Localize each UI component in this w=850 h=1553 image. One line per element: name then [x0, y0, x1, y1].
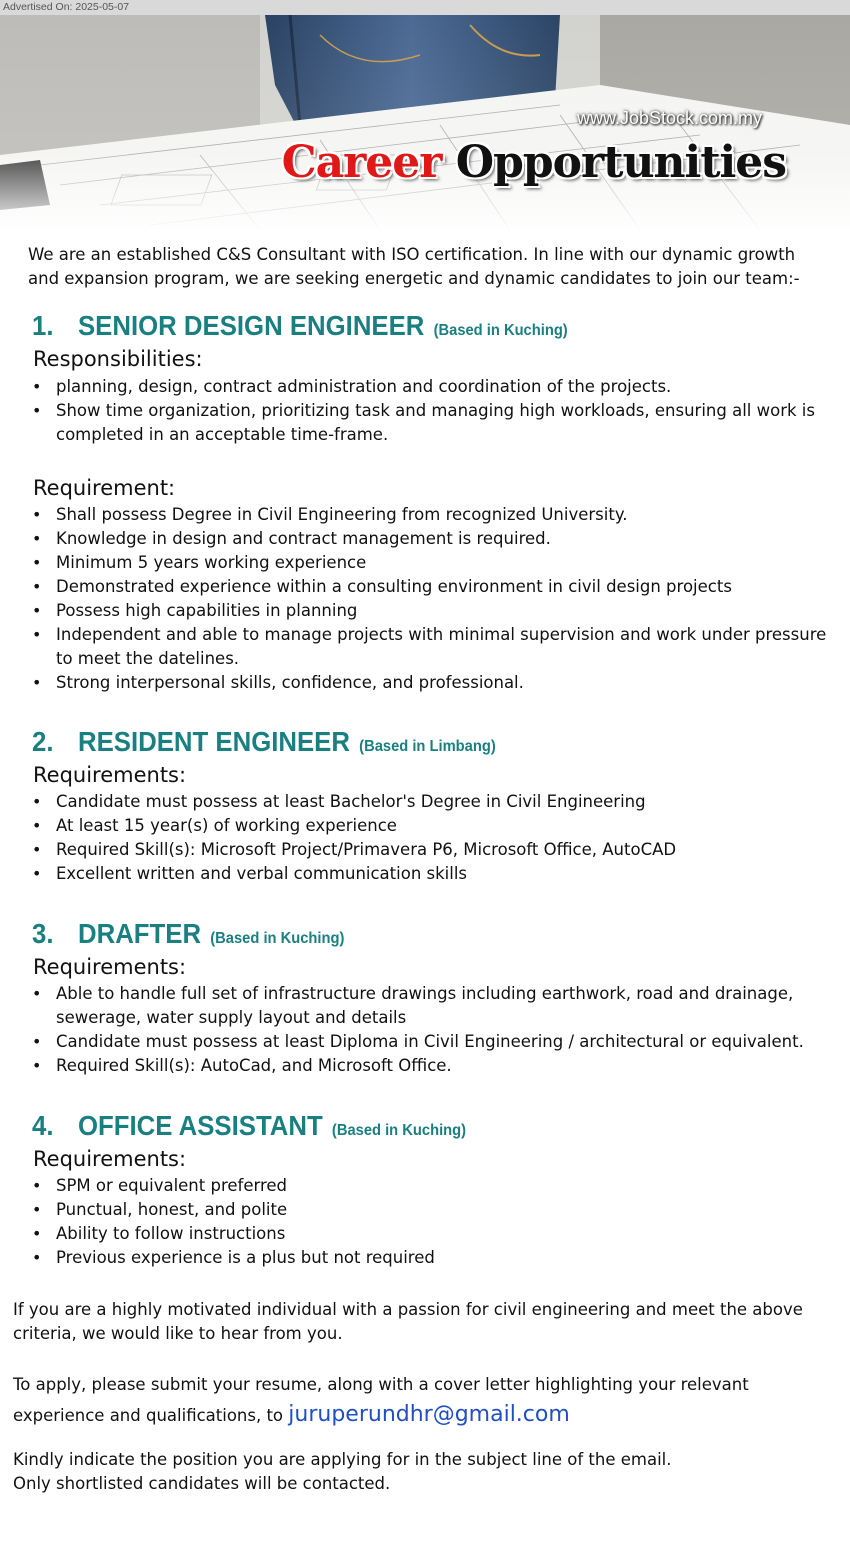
- list-item: • Minimum 5 years working experience: [28, 551, 838, 575]
- requirements-list: [28, 982, 838, 1078]
- subject-note: Kindly indicate the position you are applying for in the subject line of the email.: [13, 1450, 672, 1469]
- requirements-list: [28, 790, 838, 886]
- section-heading: Requirements:: [33, 763, 187, 787]
- job-number: 3.: [32, 918, 54, 949]
- job-title-2: [32, 726, 496, 758]
- job-title-text: RESIDENT ENGINEER: [78, 726, 350, 757]
- job-location: (Based in Kuching): [331, 1122, 467, 1139]
- list-item: • Previous experience is a plus but not required: [28, 1246, 838, 1270]
- list-item: • Demonstrated experience within a consulting environment in civil design projects: [28, 575, 838, 599]
- list-item: • Independent and able to manage projects with minimal supervision and work under pressure to meet the datelines.: [28, 623, 838, 671]
- list-item: • Possess high capabilities in planning: [28, 599, 838, 623]
- banner-title: [282, 137, 786, 188]
- requirements-list: [28, 503, 838, 695]
- list-item: • At least 15 year(s) of working experience: [28, 814, 838, 838]
- job-title-text: OFFICE ASSISTANT: [78, 1110, 323, 1141]
- list-item: • Strong interpersonal skills, confidence, and professional.: [28, 671, 838, 695]
- header-banner: [0, 15, 850, 230]
- list-item: • Required Skill(s): Microsoft Project/Primavera P6, Microsoft Office, AutoCAD: [28, 838, 838, 862]
- job-location: (Based in Kuching): [433, 322, 568, 339]
- list-item: • Knowledge in design and contract management is required.: [28, 527, 838, 551]
- job-title-1: [32, 310, 568, 342]
- section-heading: Responsibilities:: [33, 347, 203, 371]
- section-heading: Requirement:: [33, 476, 176, 500]
- job-number: 1.: [32, 310, 54, 341]
- intro-text: We are an established C&S Consultant with ISO certification. In line with our dynamic growth and expansion program, we are seeking energetic and dynamic candidates to join our team:-: [28, 245, 800, 288]
- job-location: (Based in Kuching): [210, 930, 345, 947]
- list-item: • Shall possess Degree in Civil Engineering from recognized University.: [28, 503, 838, 527]
- list-item: • Candidate must possess at least Diploma in Civil Engineering / architectural or equivalent.: [28, 1030, 838, 1054]
- email-link[interactable]: juruperundhr@gmail.com: [288, 1402, 570, 1427]
- job-number: 2.: [32, 726, 54, 757]
- closing-apply: [13, 1370, 828, 1431]
- advertised-date: Advertised On: 2025-05-07: [0, 0, 850, 15]
- list-item: • Required Skill(s): AutoCad, and Microsoft Office.: [28, 1054, 838, 1078]
- job-location: (Based in Limbang): [359, 738, 496, 755]
- section-heading: Requirements:: [33, 1147, 187, 1171]
- responsibilities-list: [28, 375, 838, 447]
- section-heading: Requirements:: [33, 955, 187, 979]
- list-item: • SPM or equivalent preferred: [28, 1174, 838, 1198]
- list-item: • Show time organization, prioritizing task and managing high workloads, ensuring all work is completed in an acceptable time-frame.: [28, 399, 838, 447]
- job-title-text: DRAFTER: [78, 918, 202, 949]
- job-number: 4.: [32, 1110, 54, 1141]
- shortlist-note: Only shortlisted candidates will be contacted.: [13, 1474, 391, 1493]
- list-item: • Excellent written and verbal communication skills: [28, 862, 838, 886]
- list-item: • Punctual, honest, and polite: [28, 1198, 838, 1222]
- job-title-text: SENIOR DESIGN ENGINEER: [78, 310, 425, 341]
- site-url: www.JobStock.com.my: [576, 108, 762, 128]
- list-item: • Ability to follow instructions: [28, 1222, 838, 1246]
- requirements-list: [28, 1174, 838, 1270]
- apply-text: To apply, please submit your resume, along with a cover letter highlighting your relevant experience and qualifications, to: [13, 1375, 749, 1425]
- job-title-3: [32, 918, 344, 950]
- banner-title-opportunities: Opportunities: [455, 137, 786, 188]
- list-item: • Able to handle full set of infrastructure drawings including earthwork, road and drainage, sewerage, water supply layout and details: [28, 982, 838, 1030]
- banner-title-career: Career: [281, 137, 442, 188]
- list-item: • Candidate must possess at least Bachelor's Degree in Civil Engineering: [28, 790, 838, 814]
- closing-motivation: If you are a highly motivated individual with a passion for civil engineering and meet the above criteria, we would like to hear from you.: [13, 1300, 803, 1343]
- list-item: • planning, design, contract administration and coordination of the projects.: [28, 375, 838, 399]
- job-title-4: [32, 1110, 466, 1142]
